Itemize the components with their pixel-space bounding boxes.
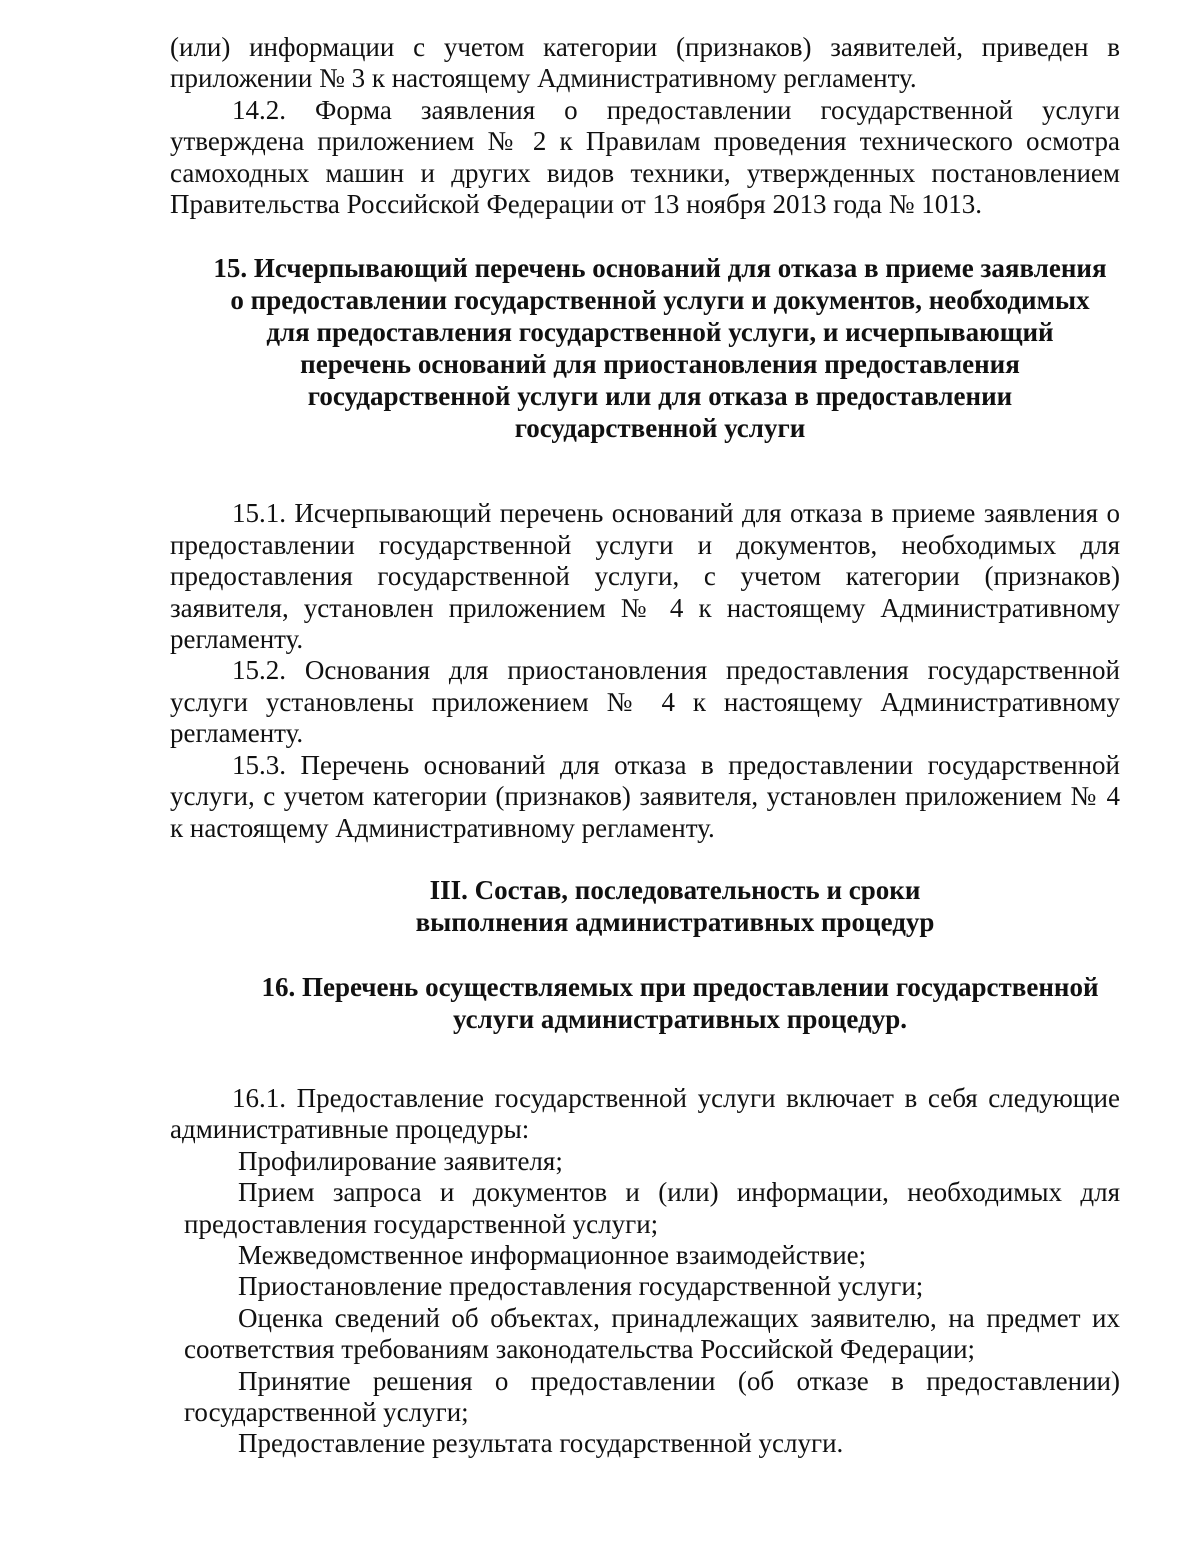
list-item: Профилирование заявителя; — [238, 1145, 563, 1176]
chapter-heading-iii — [170, 874, 1120, 938]
paragraph-14-2: 14.2. Форма заявления о предоставлении государственной услуги утверждена приложением № 2 к Правилам проведения технического осмотра самоходных машин и других видов техники, утвержденных постановлением Правительства Российской Федерации от 13 ноября 2013 года № 1013. — [170, 94, 1120, 220]
intro-paragraph: (или) информации с учетом категории (признаков) заявителей, приведен в приложении № 3 к настоящему Административному регламенту. — [170, 32, 1120, 94]
list-item: Оценка сведений об объектах, принадлежащих заявителю, на предмет их соответствия требованиям законодательства Российской Федерации; — [184, 1302, 1120, 1365]
chapter-heading-iii-text: III. Состав, последовательность и сроки выполнения административных процедур — [415, 874, 935, 937]
procedures-list — [170, 1146, 1120, 1460]
spacer — [170, 1035, 1120, 1083]
paragraph-16-1: 16.1. Предоставление государственной услуги включает в себя следующие административные процедуры: — [170, 1082, 1120, 1145]
list-item: Приостановление предоставления государственной услуги; — [238, 1271, 924, 1302]
list-item: Предоставление результата государственной услуги. — [238, 1428, 844, 1459]
spacer — [170, 444, 1120, 498]
document-page — [170, 32, 1120, 1460]
section-heading-16-text: 16. Перечень осуществляемых при предоставлении государственной услуги административных процедур. — [261, 971, 1099, 1034]
list-item: Принятие решения о предоставлении (об отказе в предоставлении) государственной услуги; — [184, 1365, 1120, 1427]
section-heading-15 — [170, 252, 1120, 444]
section-heading-15-text: 15. Исчерпывающий перечень оснований для отказа в приеме заявления о предоставлении государственной услуги и документов, необходимых для предоставления государственной услуги, и исчерпывающий перечень оснований для приостановления предоставления государственной услуги или для отказа в предоставлении государственной услуги — [213, 253, 1107, 444]
paragraph-15-2: 15.2. Основания для приостановления предоставления государственной услуги установлены приложением № 4 к настоящему Административному регламенту. — [170, 655, 1120, 749]
paragraph-15-3: 15.3. Перечень оснований для отказа в предоставлении государственной услуги, с учетом категории (признаков) заявителя, установлен приложением № 4 к настоящему Административному регламенту. — [170, 749, 1120, 843]
paragraph-15-1: 15.1. Исчерпывающий перечень оснований для отказа в приеме заявления о предоставлении государственной услуги и документов, необходимых для предоставления государственной услуги, с учетом категории (признаков) заявителя, установлен приложением № 4 к настоящему Административному регламенту. — [170, 498, 1120, 655]
section-heading-16 — [170, 971, 1120, 1035]
list-item: Прием запроса и документов и (или) информации, необходимых для предоставления государственной услуги; — [184, 1177, 1120, 1239]
list-item: Межведомственное информационное взаимодействие; — [238, 1239, 867, 1270]
